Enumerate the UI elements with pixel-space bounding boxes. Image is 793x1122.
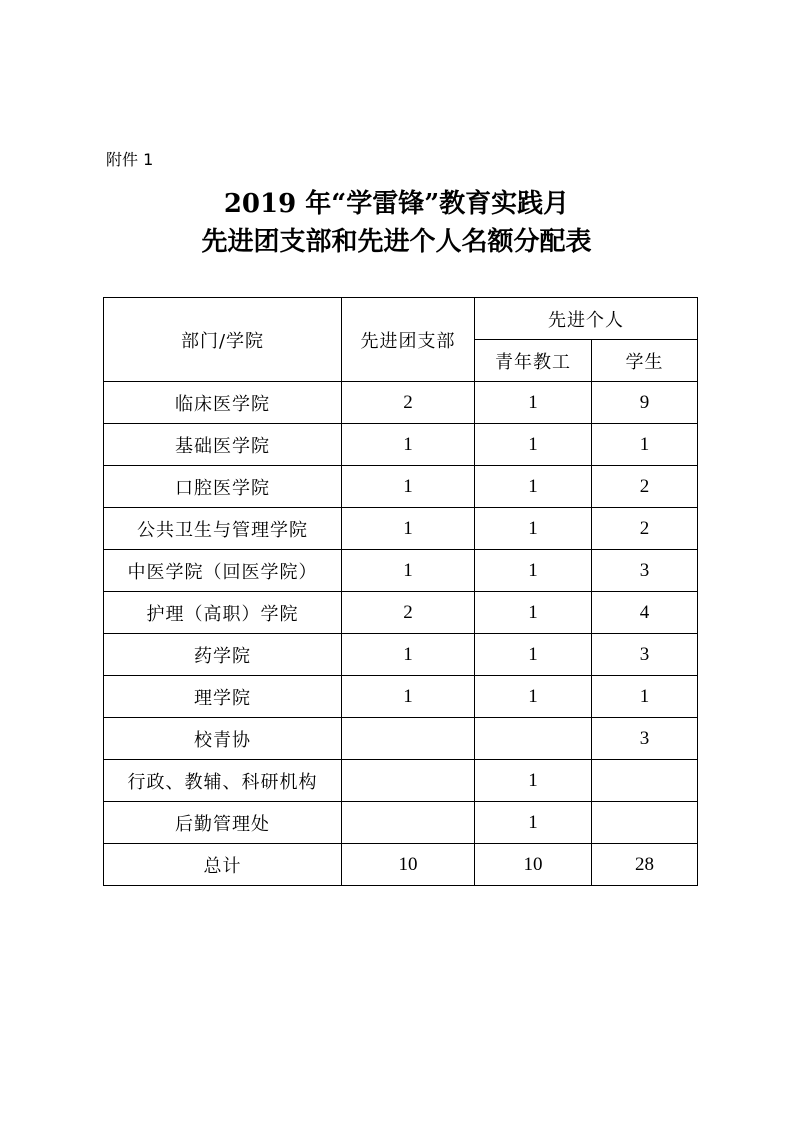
total-student-cell: 28: [592, 844, 698, 886]
department-cell: 药学院: [104, 634, 342, 676]
branch-count-cell: 1: [342, 634, 475, 676]
total-branch-cell: 10: [342, 844, 475, 886]
allocation-table: [103, 297, 698, 886]
student-count-cell: 1: [592, 424, 698, 466]
branch-count-cell: 1: [342, 676, 475, 718]
student-count-cell: 1: [592, 676, 698, 718]
staff-count-cell: [475, 718, 592, 760]
student-count-cell: 3: [592, 550, 698, 592]
table-row: [104, 676, 698, 718]
staff-count-cell: 1: [475, 550, 592, 592]
branch-count-cell: [342, 802, 475, 844]
header-advanced-individual: 先进个人: [475, 298, 698, 340]
department-cell: 后勤管理处: [104, 802, 342, 844]
branch-count-cell: [342, 760, 475, 802]
staff-count-cell: 1: [475, 508, 592, 550]
department-cell: 护理（高职）学院: [104, 592, 342, 634]
student-count-cell: 3: [592, 634, 698, 676]
department-cell: 理学院: [104, 676, 342, 718]
header-young-staff: 青年教工: [475, 340, 592, 382]
total-staff-cell: 10: [475, 844, 592, 886]
branch-count-cell: 1: [342, 550, 475, 592]
header-department: 部门/学院: [104, 298, 342, 382]
table-row: [104, 466, 698, 508]
table-row: [104, 802, 698, 844]
table-row: [104, 550, 698, 592]
department-cell: 公共卫生与管理学院: [104, 508, 342, 550]
total-row: [104, 844, 698, 886]
department-cell: 校青协: [104, 718, 342, 760]
student-count-cell: 4: [592, 592, 698, 634]
department-cell: 中医学院（回医学院）: [104, 550, 342, 592]
staff-count-cell: 1: [475, 634, 592, 676]
header-student: 学生: [592, 340, 698, 382]
staff-count-cell: 1: [475, 760, 592, 802]
branch-count-cell: 1: [342, 508, 475, 550]
branch-count-cell: 1: [342, 424, 475, 466]
branch-count-cell: 2: [342, 592, 475, 634]
department-cell: 基础医学院: [104, 424, 342, 466]
staff-count-cell: 1: [475, 802, 592, 844]
header-advanced-branch: 先进团支部: [342, 298, 475, 382]
document-title-line2: 先进团支部和先进个人名额分配表: [201, 227, 592, 257]
department-cell: 临床医学院: [104, 382, 342, 424]
staff-count-cell: 1: [475, 382, 592, 424]
staff-count-cell: 1: [475, 424, 592, 466]
student-count-cell: [592, 802, 698, 844]
student-count-cell: [592, 760, 698, 802]
department-cell: 口腔医学院: [104, 466, 342, 508]
table-row: [104, 718, 698, 760]
staff-count-cell: 1: [475, 676, 592, 718]
table-row: [104, 508, 698, 550]
table-row: [104, 634, 698, 676]
table-row: [104, 424, 698, 466]
branch-count-cell: 2: [342, 382, 475, 424]
attachment-label: 附件 1: [106, 150, 154, 169]
table-row: [104, 382, 698, 424]
student-count-cell: 3: [592, 718, 698, 760]
total-label-cell: 总计: [104, 844, 342, 886]
staff-count-cell: 1: [475, 466, 592, 508]
branch-count-cell: [342, 718, 475, 760]
student-count-cell: 2: [592, 466, 698, 508]
header-row: [104, 298, 698, 340]
document-title-line1: 2019 年“学雷锋”教育实践月: [223, 189, 570, 219]
branch-count-cell: 1: [342, 466, 475, 508]
table-row: [104, 760, 698, 802]
department-cell: 行政、教辅、科研机构: [104, 760, 342, 802]
student-count-cell: 2: [592, 508, 698, 550]
staff-count-cell: 1: [475, 592, 592, 634]
table-row: [104, 592, 698, 634]
student-count-cell: 9: [592, 382, 698, 424]
